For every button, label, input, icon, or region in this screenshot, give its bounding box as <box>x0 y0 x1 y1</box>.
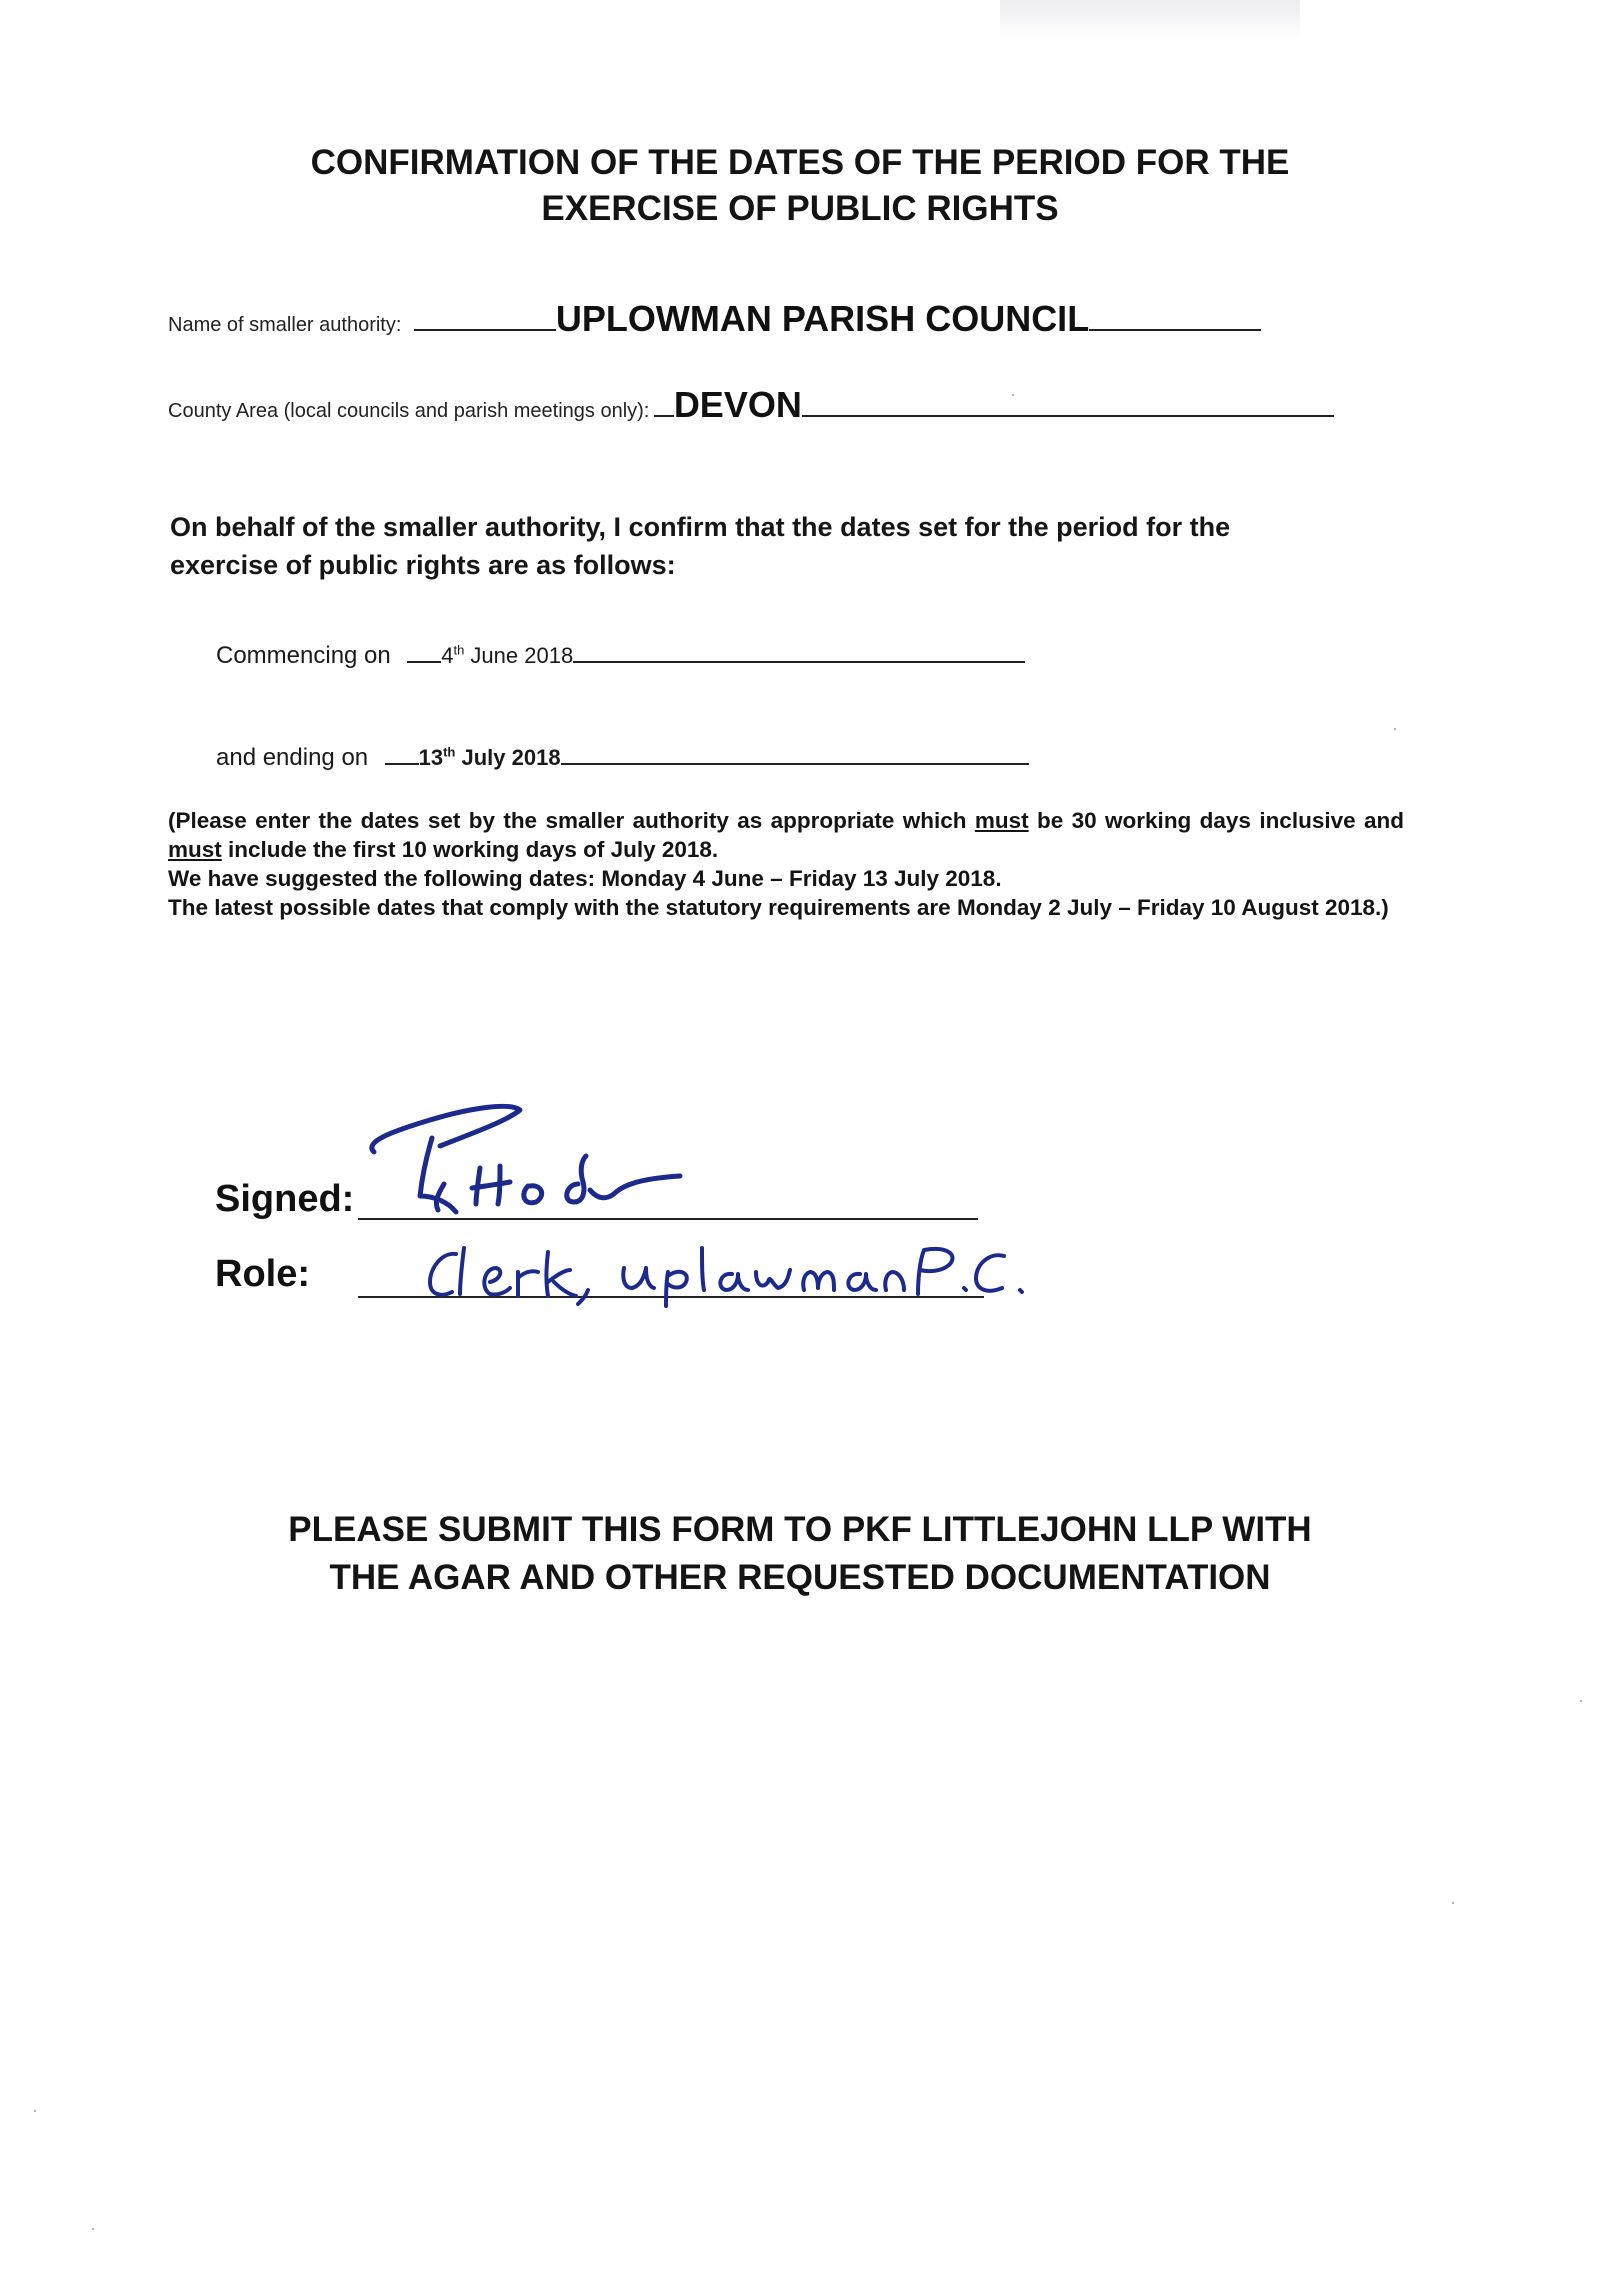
signature-scribble <box>360 1098 740 1228</box>
commencing-leading-line <box>407 661 441 663</box>
ending-trailing-line <box>561 763 1029 765</box>
scan-speck <box>1580 1700 1582 1702</box>
authority-value: UPLOWMAN PARISH COUNCIL <box>555 298 1090 339</box>
ending-leading-line <box>385 763 419 765</box>
commencing-day: 4 <box>441 643 454 668</box>
scan-speck <box>34 2110 36 2112</box>
page-title <box>150 140 1450 232</box>
ending-label: and ending on <box>216 744 369 771</box>
commencing-trailing-line <box>573 661 1025 663</box>
ending-field[interactable] <box>216 744 1029 772</box>
county-value: DEVON <box>673 384 802 425</box>
footer-line-1: PLEASE SUBMIT THIS FORM TO PKF LITTLEJOHN LLP WITH <box>288 1510 1312 1549</box>
commencing-suffix: th <box>453 642 465 658</box>
scan-speck <box>1394 728 1396 730</box>
scan-speck <box>1452 1902 1454 1904</box>
note-must-2: must <box>168 837 222 862</box>
intro-line-1: On behalf of the smaller authority, I confirm that the dates set for the period for the <box>170 512 1231 542</box>
note-line-3: The latest possible dates that comply with the statutory requirements are Monday 2 July – Friday 10 August 2018.) <box>168 895 1389 920</box>
authority-leading-line <box>414 329 556 331</box>
instructions-note <box>168 806 1404 922</box>
footer-line-2: THE AGAR AND OTHER REQUESTED DOCUMENTATION <box>329 1558 1271 1597</box>
note-part-3: include the first 10 working days of July 2018. <box>228 837 719 862</box>
authority-trailing-line <box>1089 329 1261 331</box>
county-label: County Area (local councils and parish meetings only): <box>168 400 650 422</box>
role-label: Role: <box>215 1253 310 1295</box>
submission-instruction <box>150 1506 1450 1602</box>
county-leading-line <box>654 415 674 417</box>
note-part-2: be 30 working days inclusive and <box>1037 808 1404 833</box>
county-field[interactable] <box>168 384 1334 426</box>
scan-speck <box>92 2228 94 2230</box>
ending-month-year: July 2018 <box>461 745 561 770</box>
intro-line-2: exercise of public rights are as follows: <box>170 550 676 580</box>
note-line-1 <box>168 806 1404 864</box>
intro-paragraph <box>170 508 1410 584</box>
county-trailing-line <box>802 415 1334 417</box>
scan-smudge <box>1000 0 1300 40</box>
commencing-date <box>441 643 573 668</box>
ending-suffix: th <box>443 744 456 760</box>
signed-label: Signed: <box>215 1178 355 1220</box>
commencing-month-year: June 2018 <box>470 643 574 668</box>
note-must-1: must <box>974 808 1029 833</box>
ending-date <box>419 745 561 770</box>
note-line-2: We have suggested the following dates: Monday 4 June – Friday 13 July 2018. <box>168 866 1002 891</box>
ending-day: 13 <box>418 745 444 770</box>
commencing-label: Commencing on <box>216 642 391 669</box>
authority-label: Name of smaller authority: <box>168 314 402 336</box>
role-handwriting <box>420 1238 1060 1308</box>
authority-field[interactable] <box>168 298 1261 340</box>
note-part-1: (Please enter the dates set by the smaller authority as appropriate which <box>168 808 967 833</box>
title-line-2: EXERCISE OF PUBLIC RIGHTS <box>541 189 1059 228</box>
commencing-field[interactable] <box>216 642 1025 670</box>
title-line-1: CONFIRMATION OF THE DATES OF THE PERIOD FOR THE <box>310 143 1290 182</box>
scan-speck <box>1012 394 1014 396</box>
